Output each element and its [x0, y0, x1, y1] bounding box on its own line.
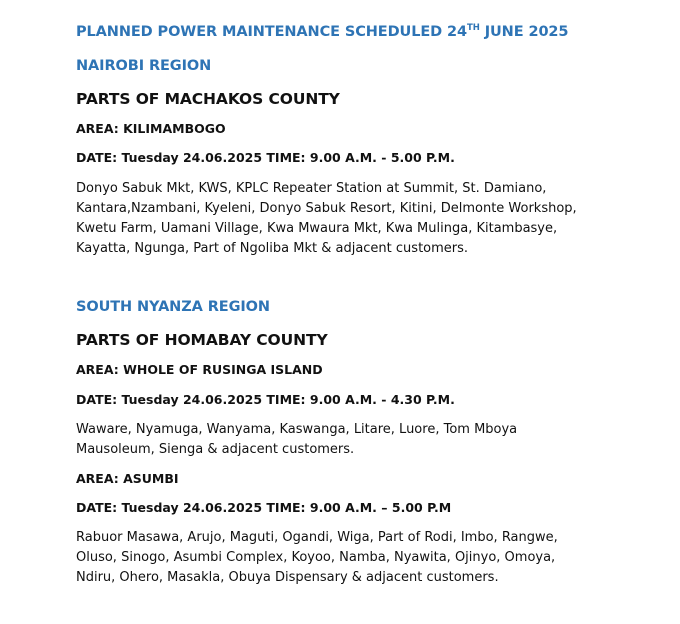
area-heading-asumbi: AREA: ASUMBI	[76, 471, 179, 486]
date-time-rusinga: DATE: Tuesday 24.06.2025 TIME: 9.00 A.M. - 4.30 P.M.	[76, 392, 455, 407]
locations-line: Donyo Sabuk Mkt, KWS, KPLC Repeater Station at Summit, St. Damiano,	[76, 181, 547, 196]
document-title	[76, 24, 568, 40]
date-time-asumbi: DATE: Tuesday 24.06.2025 TIME: 9.00 A.M. – 5.00 P.M	[76, 500, 452, 515]
locations-asumbi	[76, 528, 621, 588]
area-heading-rusinga: AREA: WHOLE OF RUSINGA ISLAND	[76, 362, 323, 377]
area-heading-kilimambogo: AREA: KILIMAMBOGO	[76, 121, 226, 136]
title-superscript: TH	[467, 23, 480, 34]
locations-line: Kantara,Nzambani, Kyeleni, Donyo Sabuk Resort, Kitini, Delmonte Workshop,	[76, 201, 577, 216]
county-heading-homabay: PARTS OF HOMABAY COUNTY	[76, 331, 328, 349]
locations-line: Kayatta, Ngunga, Part of Ngoliba Mkt & adjacent customers.	[76, 241, 469, 256]
title-rest: JUNE 2025	[479, 24, 569, 40]
locations-line: Ndiru, Ohero, Masakla, Obuya Dispensary & adjacent customers.	[76, 570, 499, 585]
locations-line: Waware, Nyamuga, Wanyama, Kaswanga, Litare, Luore, Tom Mboya	[76, 422, 518, 437]
locations-rusinga	[76, 420, 621, 460]
region-heading-south-nyanza: SOUTH NYANZA REGION	[76, 299, 270, 315]
locations-line: Rabuor Masawa, Arujo, Maguti, Ogandi, Wiga, Part of Rodi, Imbo, Rangwe,	[76, 530, 558, 545]
region-heading-nairobi: NAIROBI REGION	[76, 58, 212, 74]
locations-kilimambogo	[76, 179, 621, 259]
locations-line: Mausoleum, Sienga & adjacent customers.	[76, 442, 355, 457]
locations-line: Kwetu Farm, Uamani Village, Kwa Mwaura Mkt, Kwa Mulinga, Kitambasye,	[76, 221, 558, 236]
locations-line: Oluso, Sinogo, Asumbi Complex, Koyoo, Namba, Nyawita, Ojinyo, Omoya,	[76, 550, 556, 565]
title-prefix: PLANNED POWER MAINTENANCE SCHEDULED 24	[76, 24, 468, 40]
date-time-kilimambogo: DATE: Tuesday 24.06.2025 TIME: 9.00 A.M. - 5.00 P.M.	[76, 150, 455, 165]
county-heading-machakos: PARTS OF MACHAKOS COUNTY	[76, 90, 340, 108]
